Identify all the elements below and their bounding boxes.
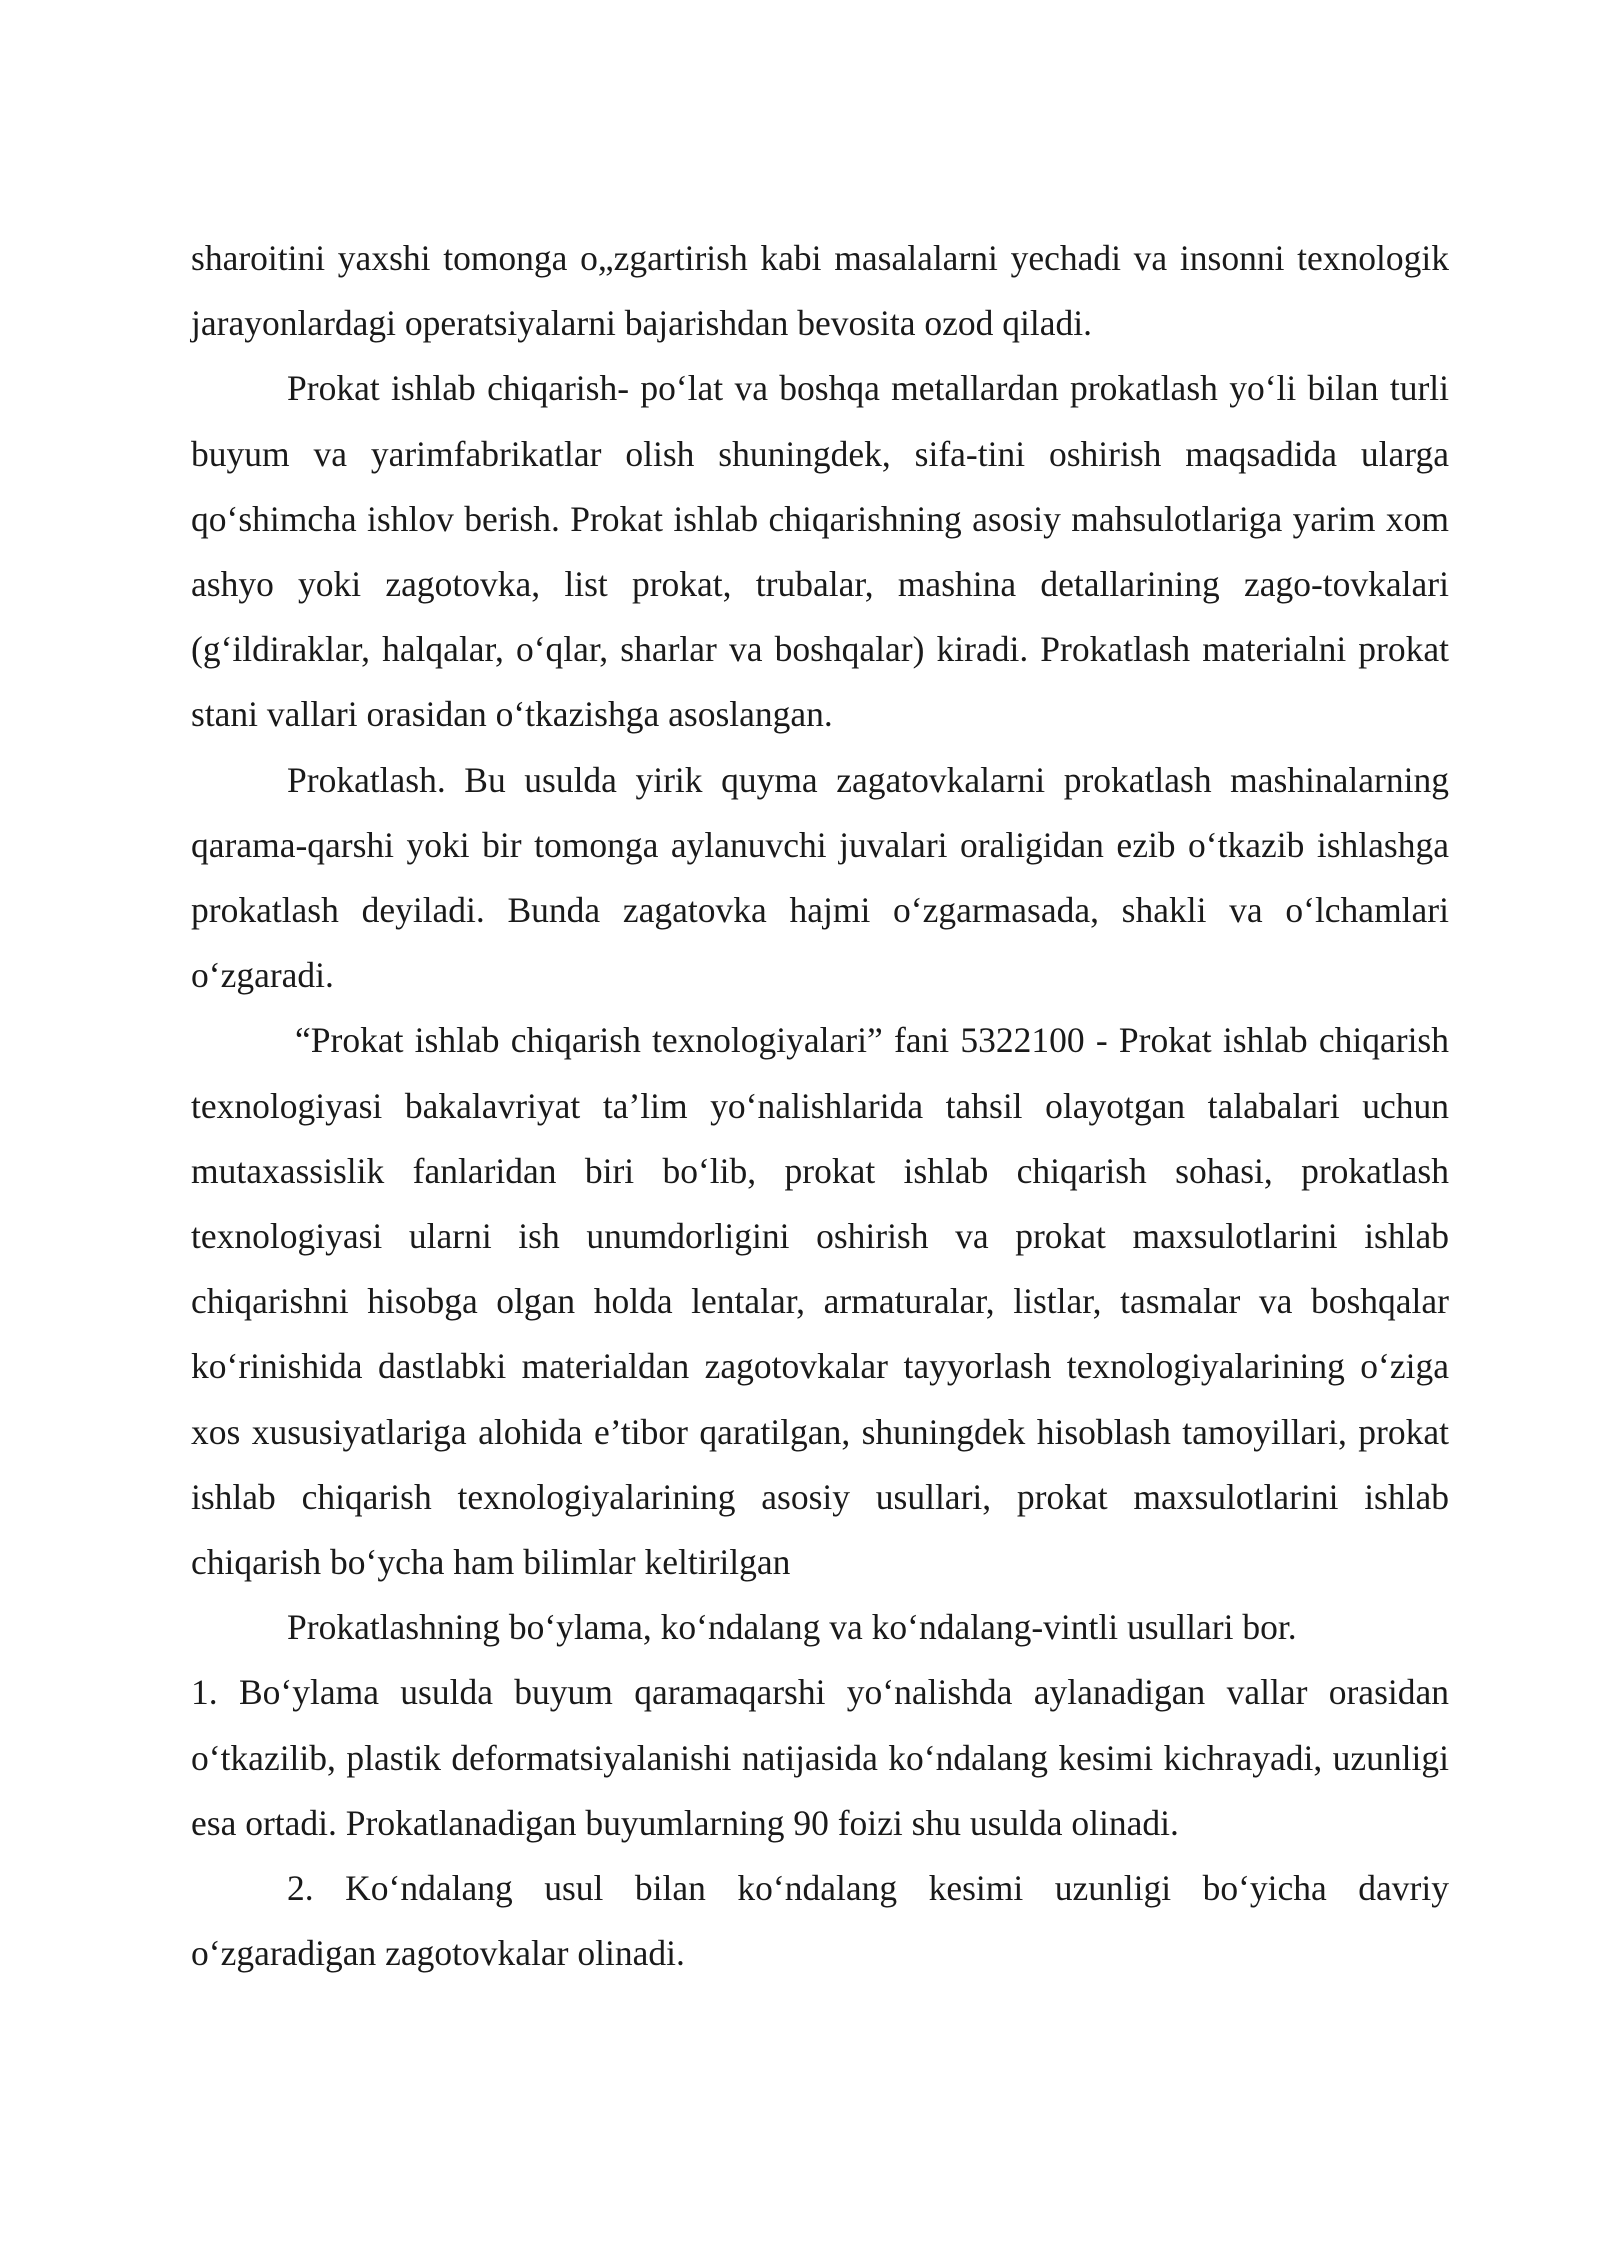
body-text — [191, 226, 1449, 1986]
list-item-2: 2. Koʻndalang usul bilan koʻndalang kesimi uzunligi boʻyicha davriy oʻzgaradigan zagotovkalar olinadi. — [191, 1868, 1449, 1974]
paragraph-prokat-ishlab-chiqarish: Prokat ishlab chiqarish- poʻlat va boshqa metallardan prokatlash yoʻli bilan turli buyum va yarimfabrikatlar olish shuningdek, sifa-tini oshirish maqsadida ularga qoʻshimcha ishlov berish. Prokat ishlab chiqarishning asosiy mahsulotlariga yarim xom ashyo yoki zagotovka, list prokat, trubalar, mashina detallarining zago-tovkalari (gʻildiraklar, halqalar, oʻqlar, sharlar va boshqalar) kiradi. Prokatlash materialni prokat stani vallari orasidan oʻtkazishga asoslangan. — [191, 368, 1449, 735]
paragraph-fan-description: “Prokat ishlab chiqarish texnologiyalari” fani 5322100 - Prokat ishlab chiqarish texnologiyasi bakalavriyat ta’lim yoʻnalishlarida tahsil olayotgan talabalari uchun mutaxassislik fanlaridan biri boʻlib, prokat ishlab chiqarish sohasi, prokatlash texnologiyasi ularni ish unumdorligini oshirish va prokat maxsulotlarini ishlab chiqarishni hisobga olgan holda lentalar, armaturalar, listlar, tasmalar va boshqalar koʻrinishida dastlabki materialdan zagotovkalar tayyorlash texnologiyalarining oʻziga xos xususiyatlariga alohida e’tibor qaratilgan, shuningdek hisoblash tamoyillari, prokat ishlab chiqarish texnologiyalarining asosiy usullari, prokat maxsulotlarini ishlab chiqarish boʻycha ham bilimlar keltirilgan — [191, 1020, 1449, 1583]
paragraph-prokatlash: Prokatlash. Bu usulda yirik quyma zagatovkalarni prokatlash mashinalarning qarama-qarshi yoki bir tomonga aylanuvchi juvalari oraligidan ezib oʻtkazib ishlashga prokatlash deyiladi. Bunda zagatovka hajmi oʻzgarmasada, shakli va oʻlchamlari oʻzgaradi. — [191, 759, 1449, 996]
paragraph-usullar: Prokatlashning boʻylama, koʻndalang va koʻndalang-vintli usullari bor. — [287, 1607, 1297, 1648]
paragraph-continuation: sharoitini yaxshi tomonga o„zgartirish kabi masalalarni yechadi va insonni texnologik jarayonlardagi operatsiyalarni bajarishdan bevosita ozod qiladi. — [191, 238, 1449, 344]
list-item-1: 1. Boʻylama usulda buyum qaramaqarshi yoʻnalishda aylanadigan vallar orasidan oʻtkazilib, plastik deformatsiyalanishi natijasida koʻndalang kesimi kichrayadi, uzunligi esa ortadi. Prokatlanadigan buyumlarning 90 foizi shu usulda olinadi. — [191, 1672, 1449, 1843]
